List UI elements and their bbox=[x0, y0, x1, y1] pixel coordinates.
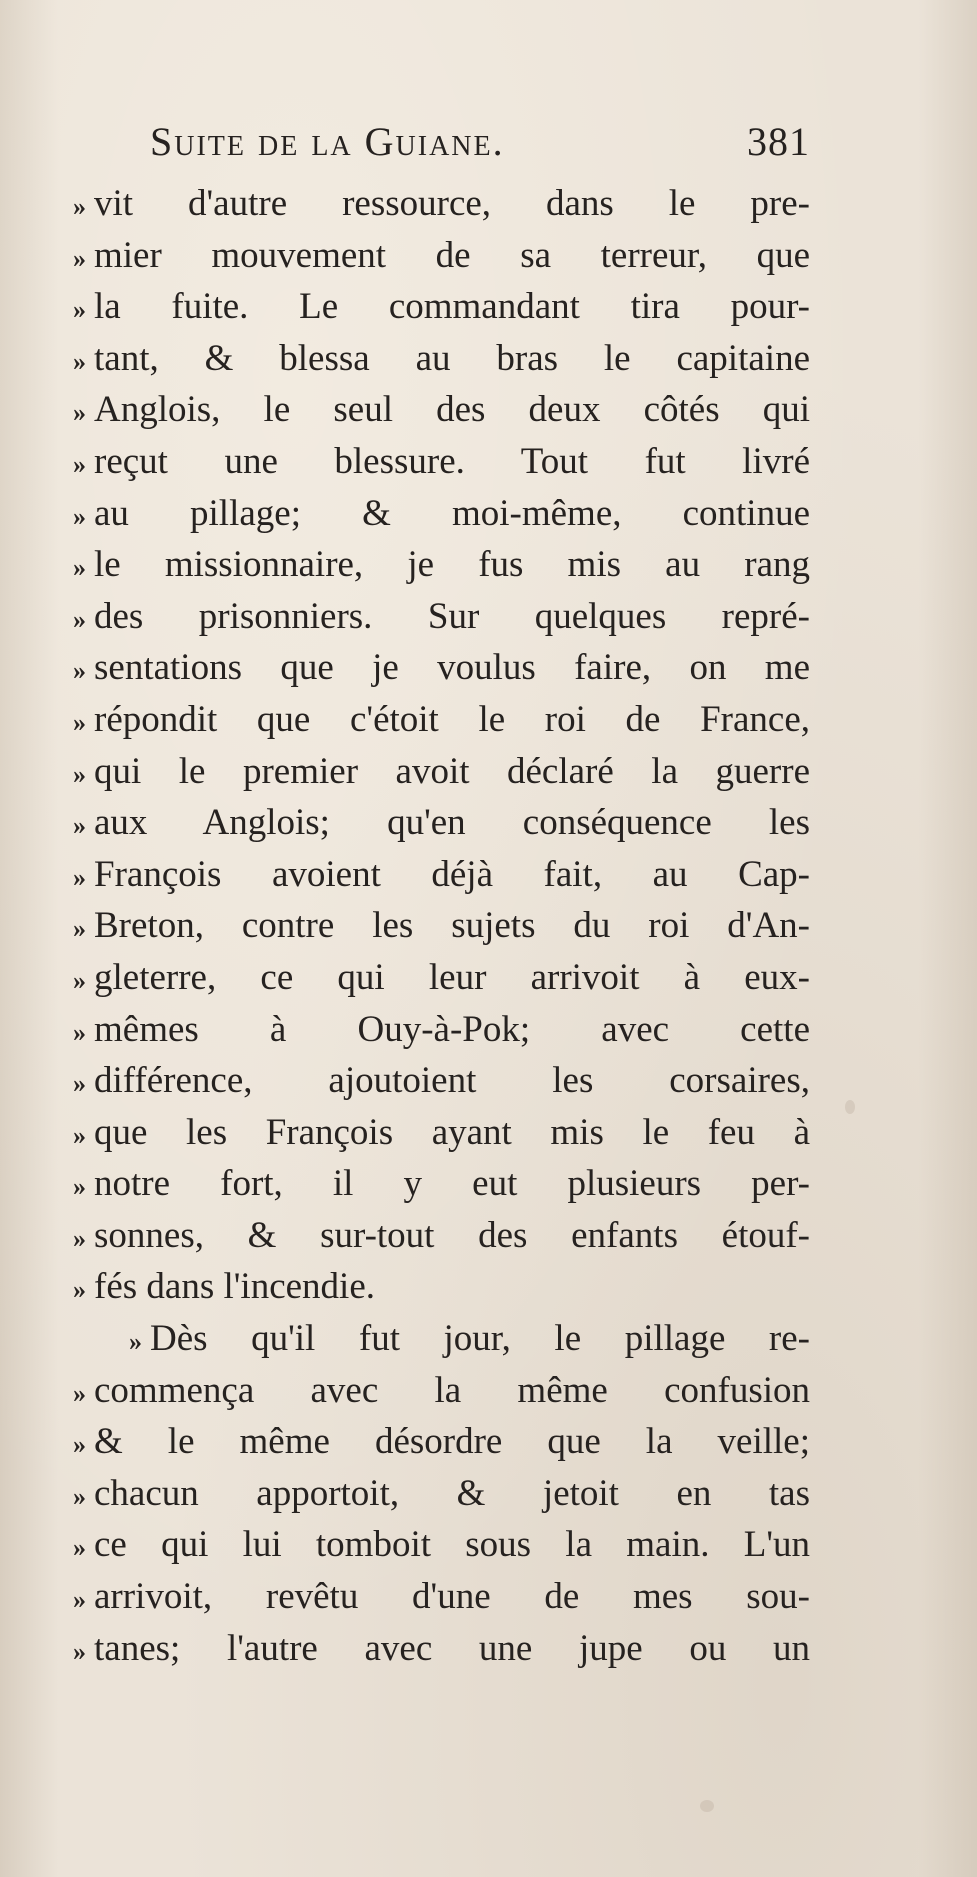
text-line bbox=[40, 797, 810, 849]
quotation-mark: » bbox=[73, 192, 86, 221]
running-title: Suite de la Guiane. bbox=[150, 119, 505, 164]
line-text: le missionnaire, je fus mis au rang bbox=[94, 544, 810, 586]
text-line bbox=[40, 694, 810, 746]
line-text: gleterre, ce qui leur arrivoit à eux- bbox=[94, 956, 810, 998]
text-line bbox=[40, 1468, 810, 1520]
quotation-mark: » bbox=[129, 1327, 142, 1357]
text-line bbox=[40, 1107, 810, 1159]
quotation-mark: » bbox=[73, 1430, 86, 1460]
quotation-mark: » bbox=[73, 1275, 86, 1305]
line-text: qui le premier avoit déclaré la guerre bbox=[94, 750, 810, 792]
quotation-mark: » bbox=[73, 811, 86, 841]
line-text: différence, ajoutoient les corsaires, bbox=[94, 1060, 810, 1102]
line-text: mier mouvement de sa terreur, que bbox=[94, 234, 810, 276]
line-text: ce qui lui tomboit sous la main. L'un bbox=[94, 1524, 810, 1566]
quotation-mark: » bbox=[73, 501, 86, 531]
quotation-mark: » bbox=[73, 604, 86, 634]
page-number: 381 bbox=[747, 119, 810, 164]
text-line bbox=[40, 952, 810, 1004]
line-text: sentations que je voulus faire, on me bbox=[94, 647, 810, 689]
text-line bbox=[40, 1210, 810, 1262]
line-text: tanes; l'autre avec une jupe ou un bbox=[94, 1627, 810, 1669]
text-line bbox=[40, 849, 810, 901]
text-line bbox=[40, 1365, 810, 1417]
text-line bbox=[40, 1261, 810, 1313]
quotation-mark: » bbox=[73, 1120, 86, 1150]
quotation-mark: » bbox=[73, 1223, 86, 1253]
quotation-mark: » bbox=[73, 449, 86, 479]
quotation-mark: » bbox=[73, 346, 86, 376]
line-text: des prisonniers. Sur quelques repré- bbox=[94, 595, 810, 637]
line-text: Dès qu'il fut jour, le pillage re- bbox=[150, 1318, 810, 1360]
body-text bbox=[40, 178, 810, 1674]
line-text: au pillage; & moi-même, continue bbox=[94, 492, 810, 534]
text-line bbox=[40, 384, 810, 436]
text-line bbox=[40, 281, 810, 333]
quotation-mark: » bbox=[73, 1017, 86, 1047]
line-text: notre fort, il y eut plusieurs per- bbox=[94, 1163, 810, 1205]
quotation-mark: » bbox=[73, 862, 86, 892]
quotation-mark: » bbox=[73, 656, 86, 686]
quotation-mark: » bbox=[73, 243, 86, 273]
text-line bbox=[40, 1004, 810, 1056]
line-text: fés dans l'incendie. bbox=[94, 1266, 375, 1308]
text-line bbox=[40, 436, 810, 488]
quotation-mark: » bbox=[73, 553, 86, 583]
text-line bbox=[40, 1055, 810, 1107]
line-text: commença avec la même confusion bbox=[94, 1369, 810, 1411]
quotation-mark: » bbox=[73, 1069, 86, 1099]
text-line bbox=[40, 591, 810, 643]
text-line bbox=[40, 539, 810, 591]
quotation-mark: » bbox=[73, 1172, 86, 1202]
line-text: mêmes à Ouy-à-Pok; avec cette bbox=[94, 1008, 810, 1050]
quotation-mark: » bbox=[73, 1533, 86, 1563]
text-line bbox=[40, 900, 810, 952]
text-line bbox=[40, 642, 810, 694]
text-line bbox=[40, 1571, 810, 1623]
quotation-mark: » bbox=[73, 1378, 86, 1408]
quotation-mark: » bbox=[73, 707, 86, 737]
text-line bbox=[40, 488, 810, 540]
line-text: François avoient déjà fait, au Cap- bbox=[94, 853, 810, 895]
line-text: répondit que c'étoit le roi de France, bbox=[94, 698, 810, 740]
line-text: Anglois, le seul des deux côtés qui bbox=[94, 389, 810, 431]
line-text: tant, & blessa au bras le capitaine bbox=[94, 337, 810, 379]
text-line bbox=[40, 746, 810, 798]
quotation-mark: » bbox=[73, 1636, 86, 1666]
paper-stain bbox=[700, 1800, 714, 1812]
quotation-mark: » bbox=[73, 759, 86, 789]
line-text: vit d'autre ressource, dans le pre- bbox=[94, 183, 810, 224]
page-header bbox=[150, 118, 810, 174]
line-text: reçut une blessure. Tout fut livré bbox=[94, 440, 810, 482]
line-text: aux Anglois; qu'en conséquence les bbox=[94, 802, 810, 844]
text-line bbox=[40, 178, 810, 230]
text-line bbox=[40, 230, 810, 282]
line-text: & le même désordre que la veille; bbox=[94, 1421, 810, 1463]
text-line bbox=[40, 1416, 810, 1468]
text-line bbox=[40, 1623, 810, 1675]
line-text: chacun apportoit, & jetoit en tas bbox=[94, 1472, 810, 1514]
text-line bbox=[40, 333, 810, 385]
quotation-mark: » bbox=[73, 398, 86, 428]
quotation-mark: » bbox=[73, 1585, 86, 1615]
paper-stain bbox=[845, 1100, 855, 1114]
line-text: Breton, contre les sujets du roi d'An- bbox=[94, 905, 810, 947]
text-line bbox=[40, 1158, 810, 1210]
line-text: la fuite. Le commandant tira pour- bbox=[94, 286, 810, 328]
text-line bbox=[40, 1313, 810, 1365]
line-text: sonnes, & sur-tout des enfants étouf- bbox=[94, 1214, 810, 1256]
text-line bbox=[40, 1519, 810, 1571]
quotation-mark: » bbox=[73, 914, 86, 944]
line-text: arrivoit, revêtu d'une de mes sou- bbox=[94, 1576, 810, 1618]
quotation-mark: » bbox=[73, 965, 86, 995]
quotation-mark: » bbox=[73, 295, 86, 325]
quotation-mark: » bbox=[73, 1481, 86, 1511]
line-text: que les François ayant mis le feu à bbox=[94, 1111, 810, 1153]
